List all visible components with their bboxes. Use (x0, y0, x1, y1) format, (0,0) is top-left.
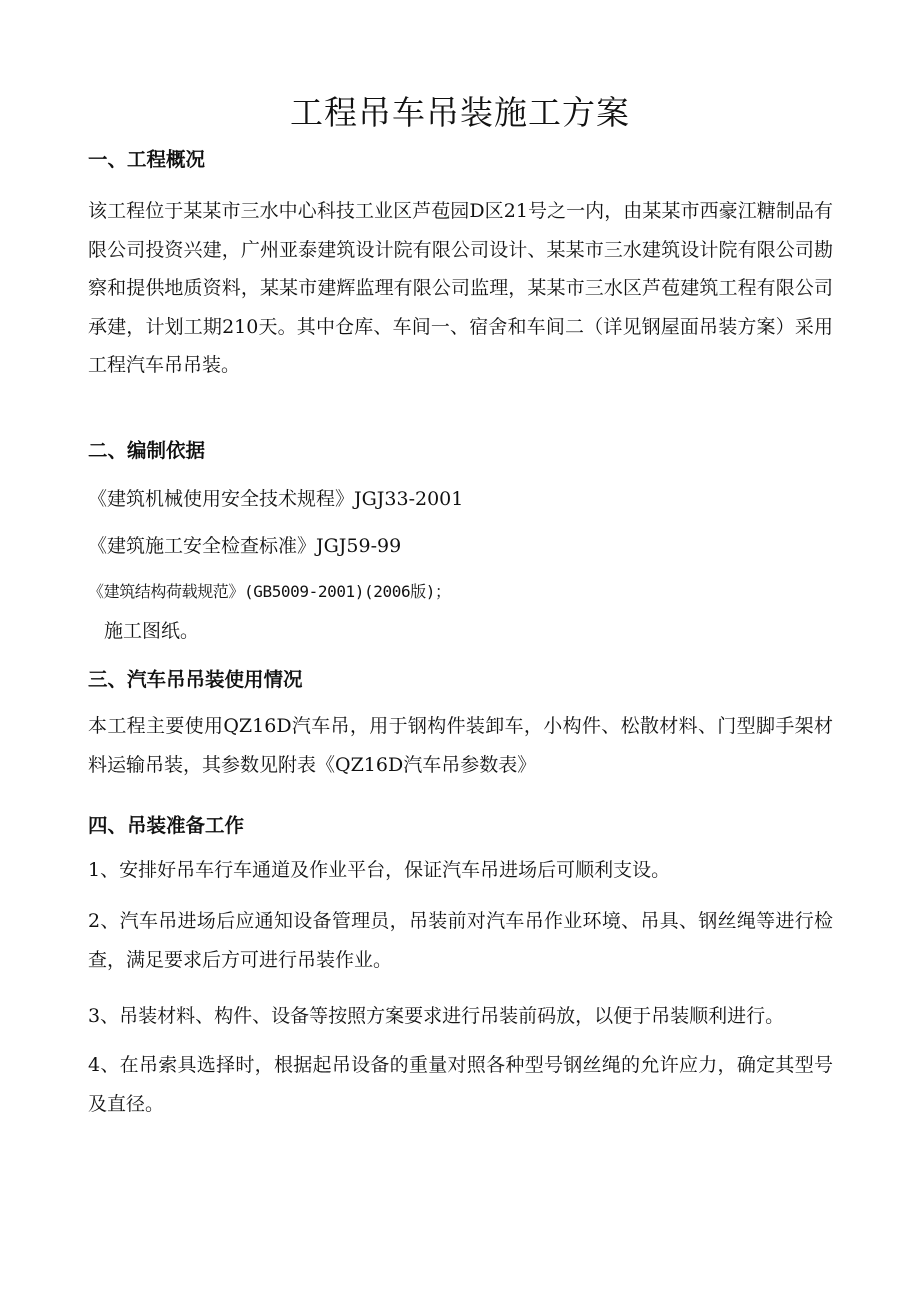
preparation-item: 1、安排好吊车行车通道及作业平台，保证汽车吊进场后可顺利支设。 (88, 859, 671, 881)
overview-paragraph: 该工程位于某某市三水中心科技工业区芦苞园D区21号之一内，由某某市西豪江糖制品有限公司投资兴建，广州亚泰建筑设计院有限公司设计、某某市三水建筑设计院有限公司勘察和提供地质资料，某某市建辉监理有限公司监理，某某市三水区芦苞建筑工程有限公司承建，计划工期210天。其中仓库、车间一、宿舍和车间二（详见钢屋面吊装方案）采用工程汽车吊吊装。 (88, 200, 833, 377)
section-heading-basis: 二、编制依据 (88, 439, 206, 462)
crane-usage-paragraph: 本工程主要使用QZ16D汽车吊，用于钢构件装卸车，小构件、松散材料、门型脚手架材料运输吊装，其参数见附表《QZ16D汽车吊参数表》 (88, 715, 833, 776)
basis-item: 施工图纸。 (104, 620, 200, 642)
document-title: 工程吊车吊装施工方案 (290, 93, 630, 132)
basis-item: 《建筑施工安全检查标准》JGJ59-99 (88, 535, 402, 557)
section-heading-preparation: 四、吊装准备工作 (88, 814, 245, 837)
section-heading-overview: 一、工程概况 (88, 148, 206, 171)
preparation-item: 3、吊装材料、构件、设备等按照方案要求进行吊装前码放，以便于吊装顺利进行。 (88, 1005, 785, 1027)
preparation-item: 2、汽车吊进场后应通知设备管理员，吊装前对汽车吊作业环境、吊具、钢丝绳等进行检查，满足要求后方可进行吊装作业。 (88, 910, 833, 971)
basis-item: 《建筑结构荷载规范》(GB5009-2001)(2006版)； (88, 582, 451, 601)
basis-item: 《建筑机械使用安全技术规程》JGJ33-2001 (88, 488, 464, 510)
section-heading-crane-usage: 三、汽车吊吊装使用情况 (88, 668, 303, 691)
preparation-item: 4、在吊索具选择时，根据起吊设备的重量对照各种型号钢丝绳的允许应力，确定其型号及直径。 (88, 1054, 833, 1115)
